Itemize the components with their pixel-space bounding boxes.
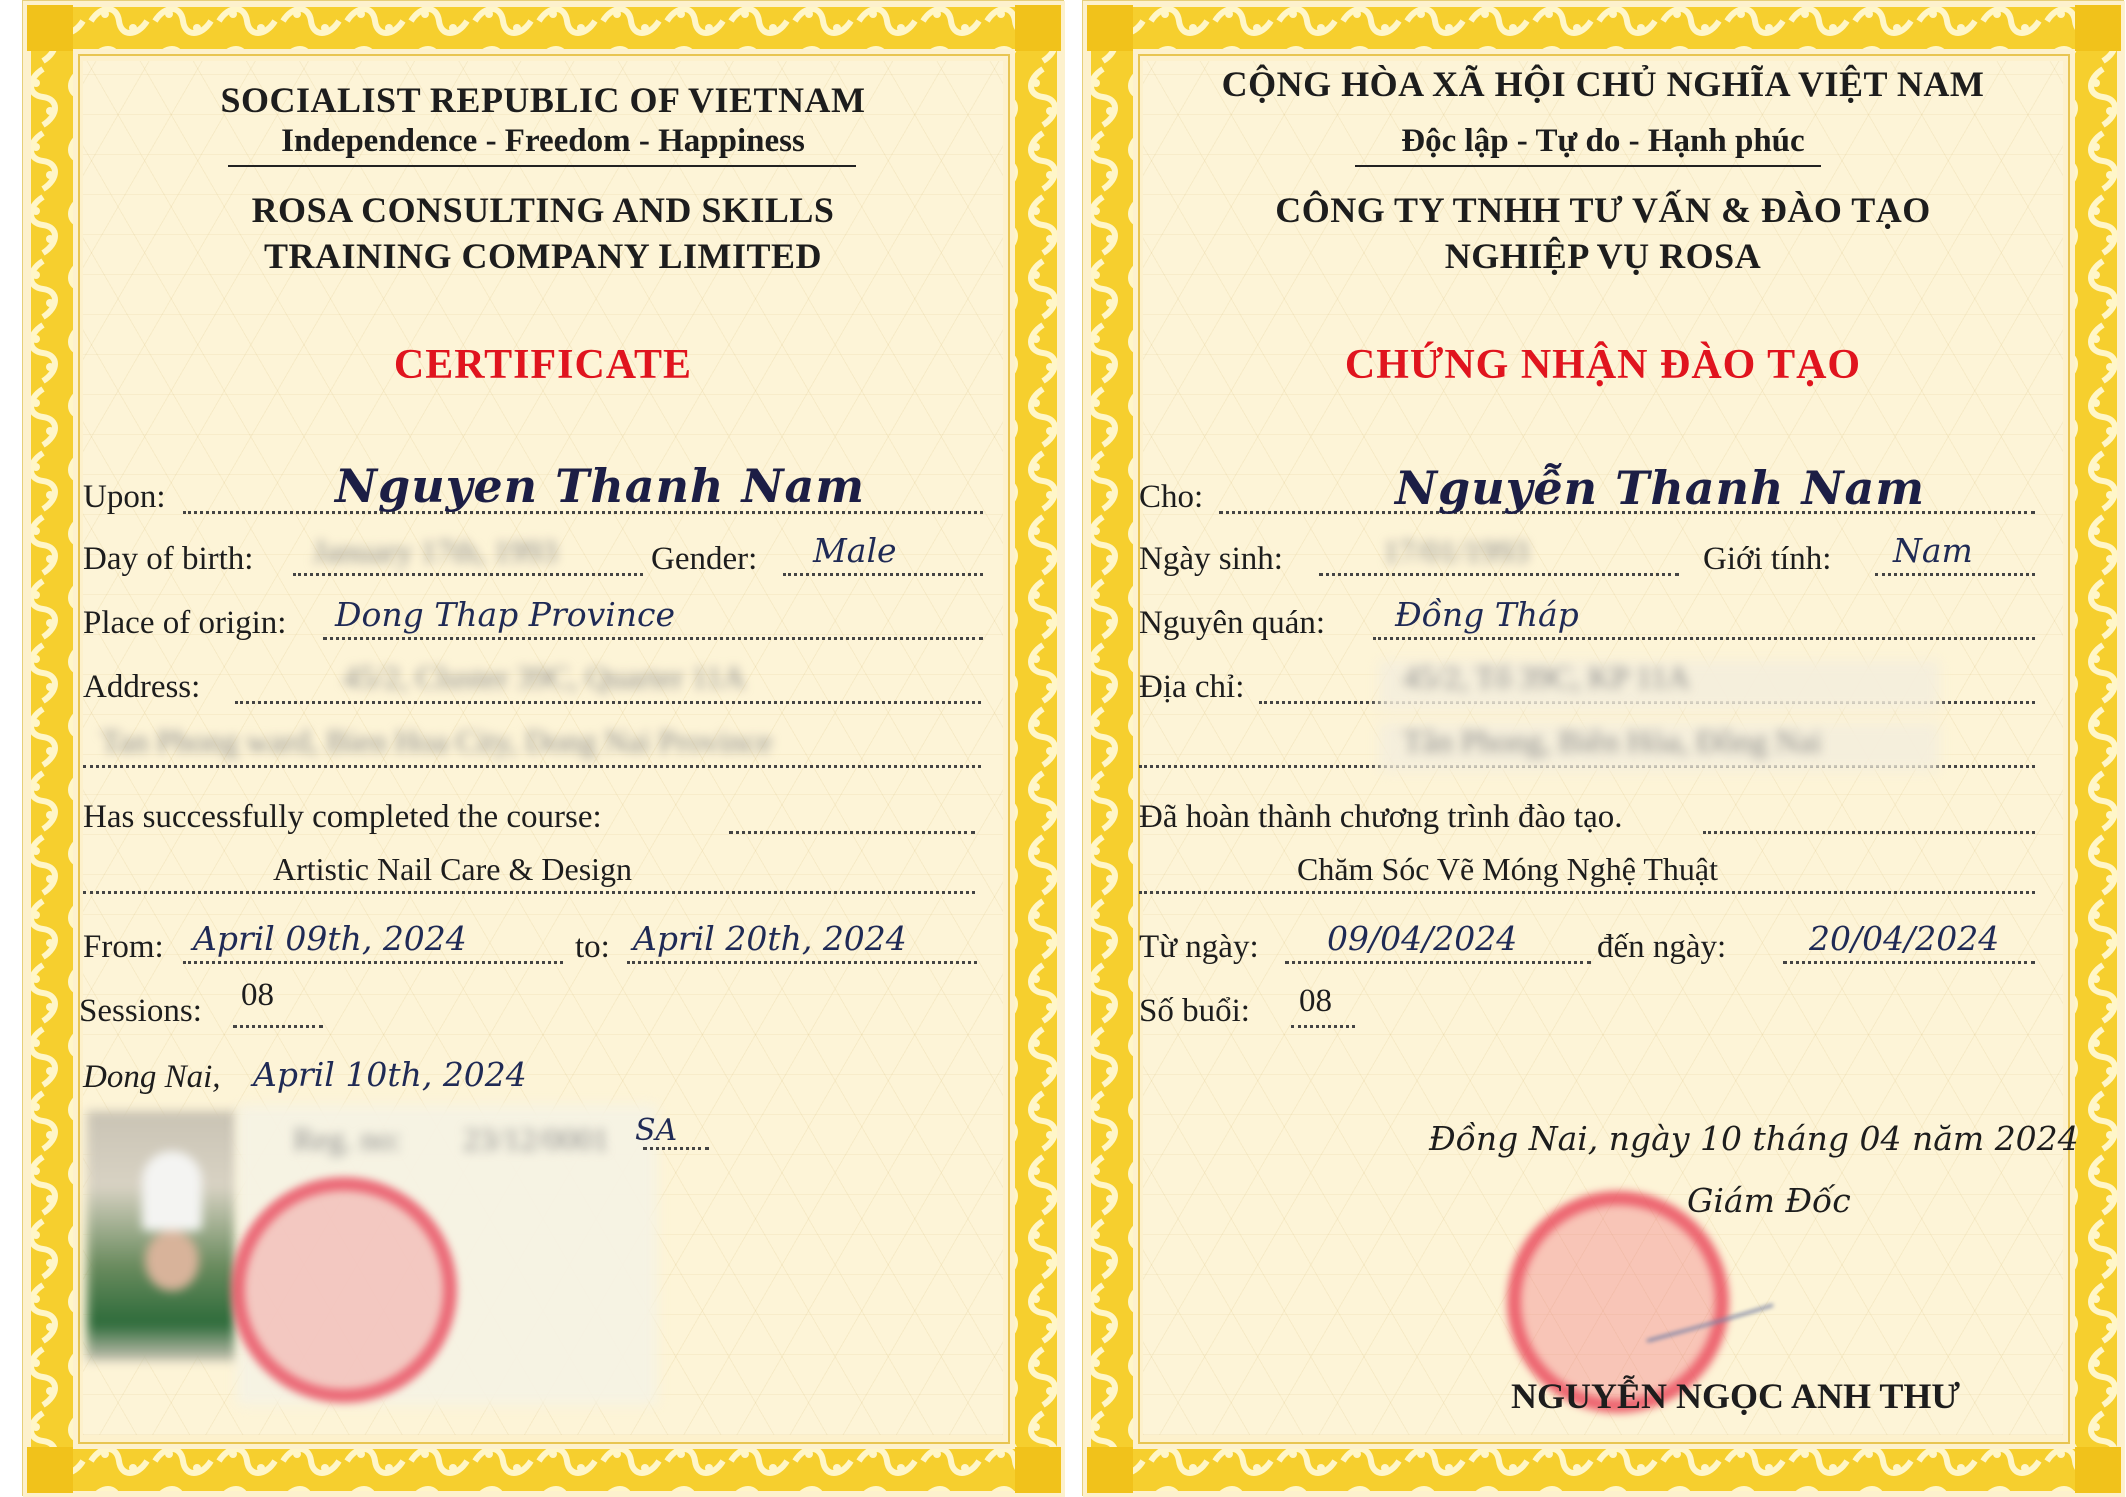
reg-dotted-line <box>643 1147 709 1150</box>
to-label: to: <box>575 929 610 965</box>
dob-value-redacted: 17/01/1993 <box>1383 533 1529 569</box>
dob-label: Day of birth: <box>83 541 254 577</box>
origin-dotted-line <box>323 637 983 640</box>
motto: Independence - Freedom - Happiness <box>281 123 805 159</box>
issue-place-date: Đồng Nai, ngày 10 tháng 04 năm 2024 <box>1429 1119 2079 1158</box>
sessions-dotted-line <box>233 1025 323 1028</box>
origin-label: Place of origin: <box>83 605 287 641</box>
signer-name: NGUYỄN NGỌC ANH THƯ <box>1511 1376 1961 1416</box>
director-label: Giám Đốc <box>1687 1181 1851 1220</box>
certificate-title: CERTIFICATE <box>393 342 693 388</box>
certificate-title: CHỨNG NHẬN ĐÀO TẠO <box>1344 342 1862 388</box>
to-value: 20/04/2024 <box>1809 919 2000 958</box>
country-heading: CỘNG HÒA XÃ HỘI CHỦ NGHĨA VIỆT NAM <box>1221 64 1985 104</box>
company-seal <box>231 1177 457 1403</box>
address-label: Địa chỉ: <box>1139 669 1245 705</box>
origin-dotted-line <box>1373 637 2035 640</box>
address-dotted-line1 <box>235 701 981 704</box>
from-value: April 09th, 2024 <box>193 919 467 958</box>
from-value: 09/04/2024 <box>1327 919 1518 958</box>
for-label: Cho: <box>1139 479 1204 515</box>
address-line2-redacted: Tan Phong ward, Bien Hoa City, Dong Nai Province <box>101 723 773 759</box>
company-name-line1: ROSA CONSULTING AND SKILLS <box>251 190 835 230</box>
course-name: Chăm Sóc Vẽ Móng Nghệ Thuật <box>1297 851 1718 887</box>
gender-dotted-line <box>1875 573 2035 576</box>
motto-underline <box>228 165 856 167</box>
reg-label-redacted: Reg. no: <box>293 1121 402 1157</box>
to-label: đến ngày: <box>1597 929 1727 965</box>
sessions-dotted-line <box>1291 1025 1355 1028</box>
gender-value: Nam <box>1893 531 1973 570</box>
recipient-photo <box>87 1111 237 1361</box>
upon-label: Upon: <box>83 479 166 515</box>
issue-date: April 10th, 2024 <box>253 1055 527 1094</box>
motto-underline <box>1355 165 1821 167</box>
sessions-value: 08 <box>1299 983 1332 1019</box>
gender-label: Giới tính: <box>1703 541 1832 577</box>
address-line1-redacted: 45/2, Tổ 39C, KP 11A <box>1403 659 1690 695</box>
course-dotted-line <box>1139 891 2035 894</box>
certificate-vietnamese <box>1082 0 2124 1496</box>
to-value: April 20th, 2024 <box>633 919 907 958</box>
recipient-name: Nguyễn Thanh Nam <box>1395 461 1926 515</box>
from-label: From: <box>83 929 164 965</box>
sessions-label: Sessions: <box>79 993 202 1029</box>
dob-value-redacted: January 17th, 1993 <box>313 533 558 569</box>
company-name-line1: CÔNG TY TNHH TƯ VẤN & ĐÀO TẠO <box>1275 190 1931 230</box>
signature-stroke <box>1643 1291 1783 1351</box>
gender-dotted-line <box>783 573 983 576</box>
completed-label: Đã hoàn thành chương trình đào tạo. <box>1139 799 1623 835</box>
origin-value: Dong Thap Province <box>335 595 676 634</box>
sessions-value: 08 <box>241 977 274 1013</box>
origin-value: Đồng Tháp <box>1395 595 1579 634</box>
reg-suffix: SA <box>635 1113 678 1148</box>
completed-dotted-line <box>729 831 975 834</box>
dob-dotted-line <box>1319 573 1679 576</box>
dob-dotted-line <box>293 573 643 576</box>
gender-label: Gender: <box>651 541 758 577</box>
address-line1-redacted: 45/2, Cluster 39C, Quarter 11A <box>343 659 746 695</box>
dob-label: Ngày sinh: <box>1139 541 1283 577</box>
from-dotted-line <box>1285 961 1591 964</box>
company-name-line2: TRAINING COMPANY LIMITED <box>263 236 822 276</box>
address-label: Address: <box>83 669 201 705</box>
motto: Độc lập - Tự do - Hạnh phúc <box>1401 123 1805 159</box>
origin-label: Nguyên quán: <box>1139 605 1326 641</box>
to-dotted-line <box>627 961 977 964</box>
certificate-english <box>22 0 1064 1496</box>
gender-value: Male <box>813 531 897 570</box>
from-dotted-line <box>183 961 563 964</box>
recipient-name: Nguyen Thanh Nam <box>335 459 866 513</box>
company-name-line2: NGHIỆP VỤ ROSA <box>1444 236 1762 276</box>
country-heading: SOCIALIST REPUBLIC OF VIETNAM <box>220 80 866 120</box>
issue-place: Dong Nai, <box>83 1059 221 1095</box>
address-line2-redacted: Tân Phong, Biên Hòa, Đồng Nai <box>1403 723 1822 759</box>
sessions-label: Số buổi: <box>1139 993 1250 1029</box>
course-name: Artistic Nail Care & Design <box>273 851 633 887</box>
address-dotted-line2 <box>83 765 981 768</box>
to-dotted-line <box>1783 961 2035 964</box>
course-dotted-line <box>83 891 975 894</box>
from-label: Từ ngày: <box>1139 929 1259 965</box>
reg-number-redacted: 23/12/0001 <box>463 1121 609 1157</box>
completed-label: Has successfully completed the course: <box>83 799 602 835</box>
completed-dotted-line <box>1703 831 2035 834</box>
